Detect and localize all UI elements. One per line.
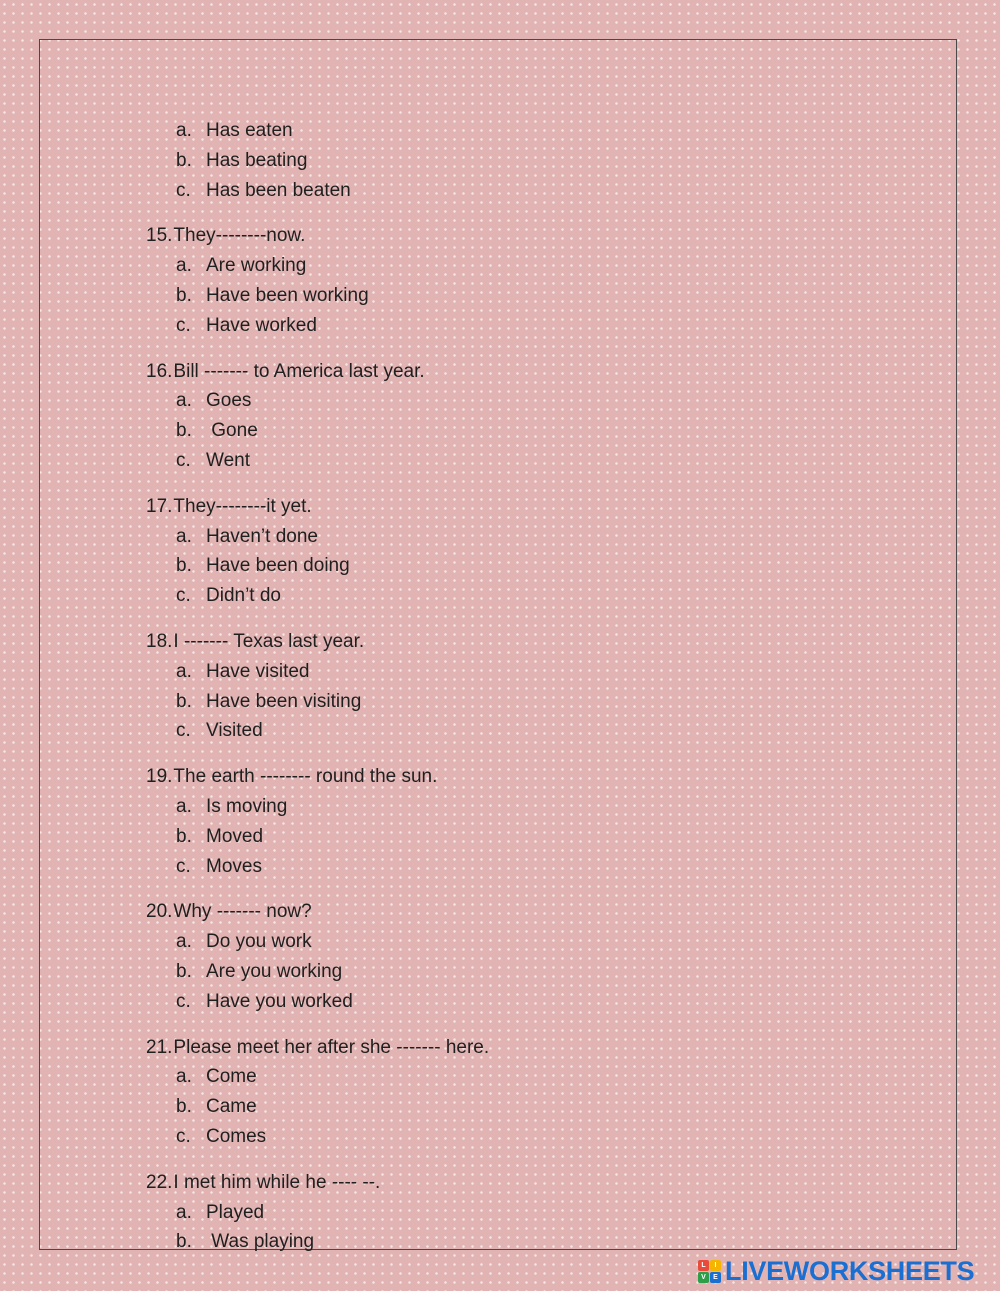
- question-number: 22.: [146, 1171, 173, 1193]
- logo-block-i: I: [710, 1260, 721, 1271]
- option-letter: a.: [176, 1201, 192, 1223]
- question-text: Bill ------- to America last year.: [173, 360, 425, 382]
- option-letter: a.: [176, 931, 192, 953]
- option-letter: c.: [176, 855, 191, 877]
- logo-block-l: L: [698, 1260, 709, 1271]
- logo-block-e: E: [710, 1272, 721, 1283]
- question-prompt: [146, 1033, 846, 1063]
- option-letter: b.: [176, 1096, 192, 1118]
- option-text: Have visited: [206, 660, 310, 682]
- question-number: 18.: [146, 630, 173, 652]
- option-letter: b.: [176, 825, 192, 847]
- answer-option[interactable]: [146, 1062, 846, 1092]
- question-number: 21.: [146, 1036, 173, 1058]
- option-letter: c.: [176, 990, 191, 1012]
- answer-option[interactable]: [146, 176, 846, 206]
- answer-option[interactable]: [146, 852, 846, 882]
- option-text: Gone: [206, 420, 258, 442]
- option-text: Have worked: [206, 314, 317, 336]
- option-text: Comes: [206, 1125, 267, 1147]
- logo-text: LIVEWORKSHEETS: [725, 1255, 975, 1286]
- option-text: Haven’t done: [206, 525, 318, 547]
- option-letter: b.: [176, 690, 192, 712]
- answer-option[interactable]: [146, 927, 846, 957]
- question-18: [146, 627, 846, 746]
- question-20: [146, 897, 846, 1016]
- answer-option[interactable]: [146, 687, 846, 717]
- answer-option[interactable]: [146, 311, 846, 341]
- option-letter: b.: [176, 420, 192, 442]
- question-prompt: [146, 762, 846, 792]
- question-prompt: [146, 1168, 846, 1198]
- question-17: [146, 492, 846, 611]
- answer-option[interactable]: [146, 1198, 846, 1228]
- option-letter: c.: [176, 1125, 191, 1147]
- option-text: Was playing: [206, 1231, 315, 1253]
- carryover-options: [146, 116, 846, 205]
- option-text: Moves: [206, 855, 262, 877]
- answer-option[interactable]: [146, 446, 846, 476]
- answer-option[interactable]: [146, 957, 846, 987]
- option-letter: c.: [176, 314, 191, 336]
- option-text: Goes: [206, 390, 252, 412]
- question-19: [146, 762, 846, 881]
- live-blocks-icon: [698, 1260, 721, 1283]
- option-text: Has eaten: [206, 120, 293, 141]
- question-prompt: [146, 897, 846, 927]
- answer-option[interactable]: [146, 551, 846, 581]
- question-prompt: [146, 357, 846, 387]
- answer-option[interactable]: [146, 657, 846, 687]
- answer-option[interactable]: [146, 146, 846, 176]
- worksheet-content: [146, 116, 846, 1257]
- question-15: [146, 221, 846, 340]
- question-prompt: [146, 492, 846, 522]
- option-letter: b.: [176, 555, 192, 577]
- answer-option[interactable]: [146, 581, 846, 611]
- option-text: Played: [206, 1201, 265, 1223]
- answer-option[interactable]: [146, 1227, 846, 1257]
- question-number: 20.: [146, 901, 173, 923]
- question-text: They--------it yet.: [173, 495, 312, 517]
- answer-option[interactable]: [146, 716, 846, 746]
- option-letter: c.: [176, 585, 191, 607]
- question-prompt: [146, 627, 846, 657]
- option-letter: a.: [176, 390, 192, 412]
- answer-option[interactable]: [146, 792, 846, 822]
- answer-option[interactable]: [146, 281, 846, 311]
- question-text: Please meet her after she ------- here.: [173, 1036, 490, 1058]
- answer-option[interactable]: [146, 987, 846, 1017]
- option-text: Didn’t do: [206, 585, 281, 607]
- question-number: 19.: [146, 766, 173, 788]
- option-text: Visited: [206, 720, 263, 742]
- logo-block-v: V: [698, 1272, 709, 1283]
- option-text: Went: [206, 449, 251, 471]
- option-text: Have been working: [206, 284, 369, 306]
- option-text: Do you work: [206, 931, 312, 953]
- option-letter: a.: [176, 120, 192, 141]
- answer-option[interactable]: [146, 1122, 846, 1152]
- option-letter: b.: [176, 149, 192, 171]
- option-text: Have you worked: [206, 990, 353, 1012]
- answer-option[interactable]: [146, 416, 846, 446]
- question-text: The earth -------- round the sun.: [173, 766, 438, 788]
- option-text: Is moving: [206, 795, 288, 817]
- option-letter: b.: [176, 284, 192, 306]
- option-text: Are working: [206, 255, 307, 277]
- option-text: Are you working: [206, 960, 343, 982]
- liveworksheets-logo[interactable]: [698, 1256, 974, 1286]
- question-number: 17.: [146, 495, 173, 517]
- answer-option[interactable]: [146, 1092, 846, 1122]
- question-21: [146, 1033, 846, 1152]
- option-text: Came: [206, 1096, 257, 1118]
- question-number: 15.: [146, 225, 173, 247]
- option-letter: a.: [176, 255, 192, 277]
- option-letter: c.: [176, 179, 191, 201]
- answer-option[interactable]: [146, 251, 846, 281]
- question-prompt: [146, 221, 846, 251]
- option-letter: b.: [176, 960, 192, 982]
- option-letter: a.: [176, 795, 192, 817]
- answer-option[interactable]: [146, 822, 846, 852]
- option-letter: c.: [176, 449, 191, 471]
- question-number: 16.: [146, 360, 173, 382]
- option-text: Have been visiting: [206, 690, 362, 712]
- option-letter: a.: [176, 525, 192, 547]
- answer-option[interactable]: [146, 116, 846, 146]
- question-16: [146, 357, 846, 476]
- question-text: Why ------- now?: [173, 901, 312, 923]
- option-letter: c.: [176, 720, 191, 742]
- question-22: [146, 1168, 846, 1257]
- question-text: I met him while he ---- --.: [173, 1171, 381, 1193]
- option-text: Has been beaten: [206, 179, 351, 201]
- option-text: Come: [206, 1066, 257, 1088]
- option-text: Moved: [206, 825, 264, 847]
- option-text: Has beating: [206, 149, 308, 171]
- option-letter: a.: [176, 660, 192, 682]
- option-letter: b.: [176, 1231, 192, 1253]
- answer-option[interactable]: [146, 522, 846, 552]
- question-text: I ------- Texas last year.: [173, 630, 365, 652]
- question-text: They--------now.: [173, 225, 306, 247]
- option-text: Have been doing: [206, 555, 350, 577]
- option-letter: a.: [176, 1066, 192, 1088]
- answer-option[interactable]: [146, 386, 846, 416]
